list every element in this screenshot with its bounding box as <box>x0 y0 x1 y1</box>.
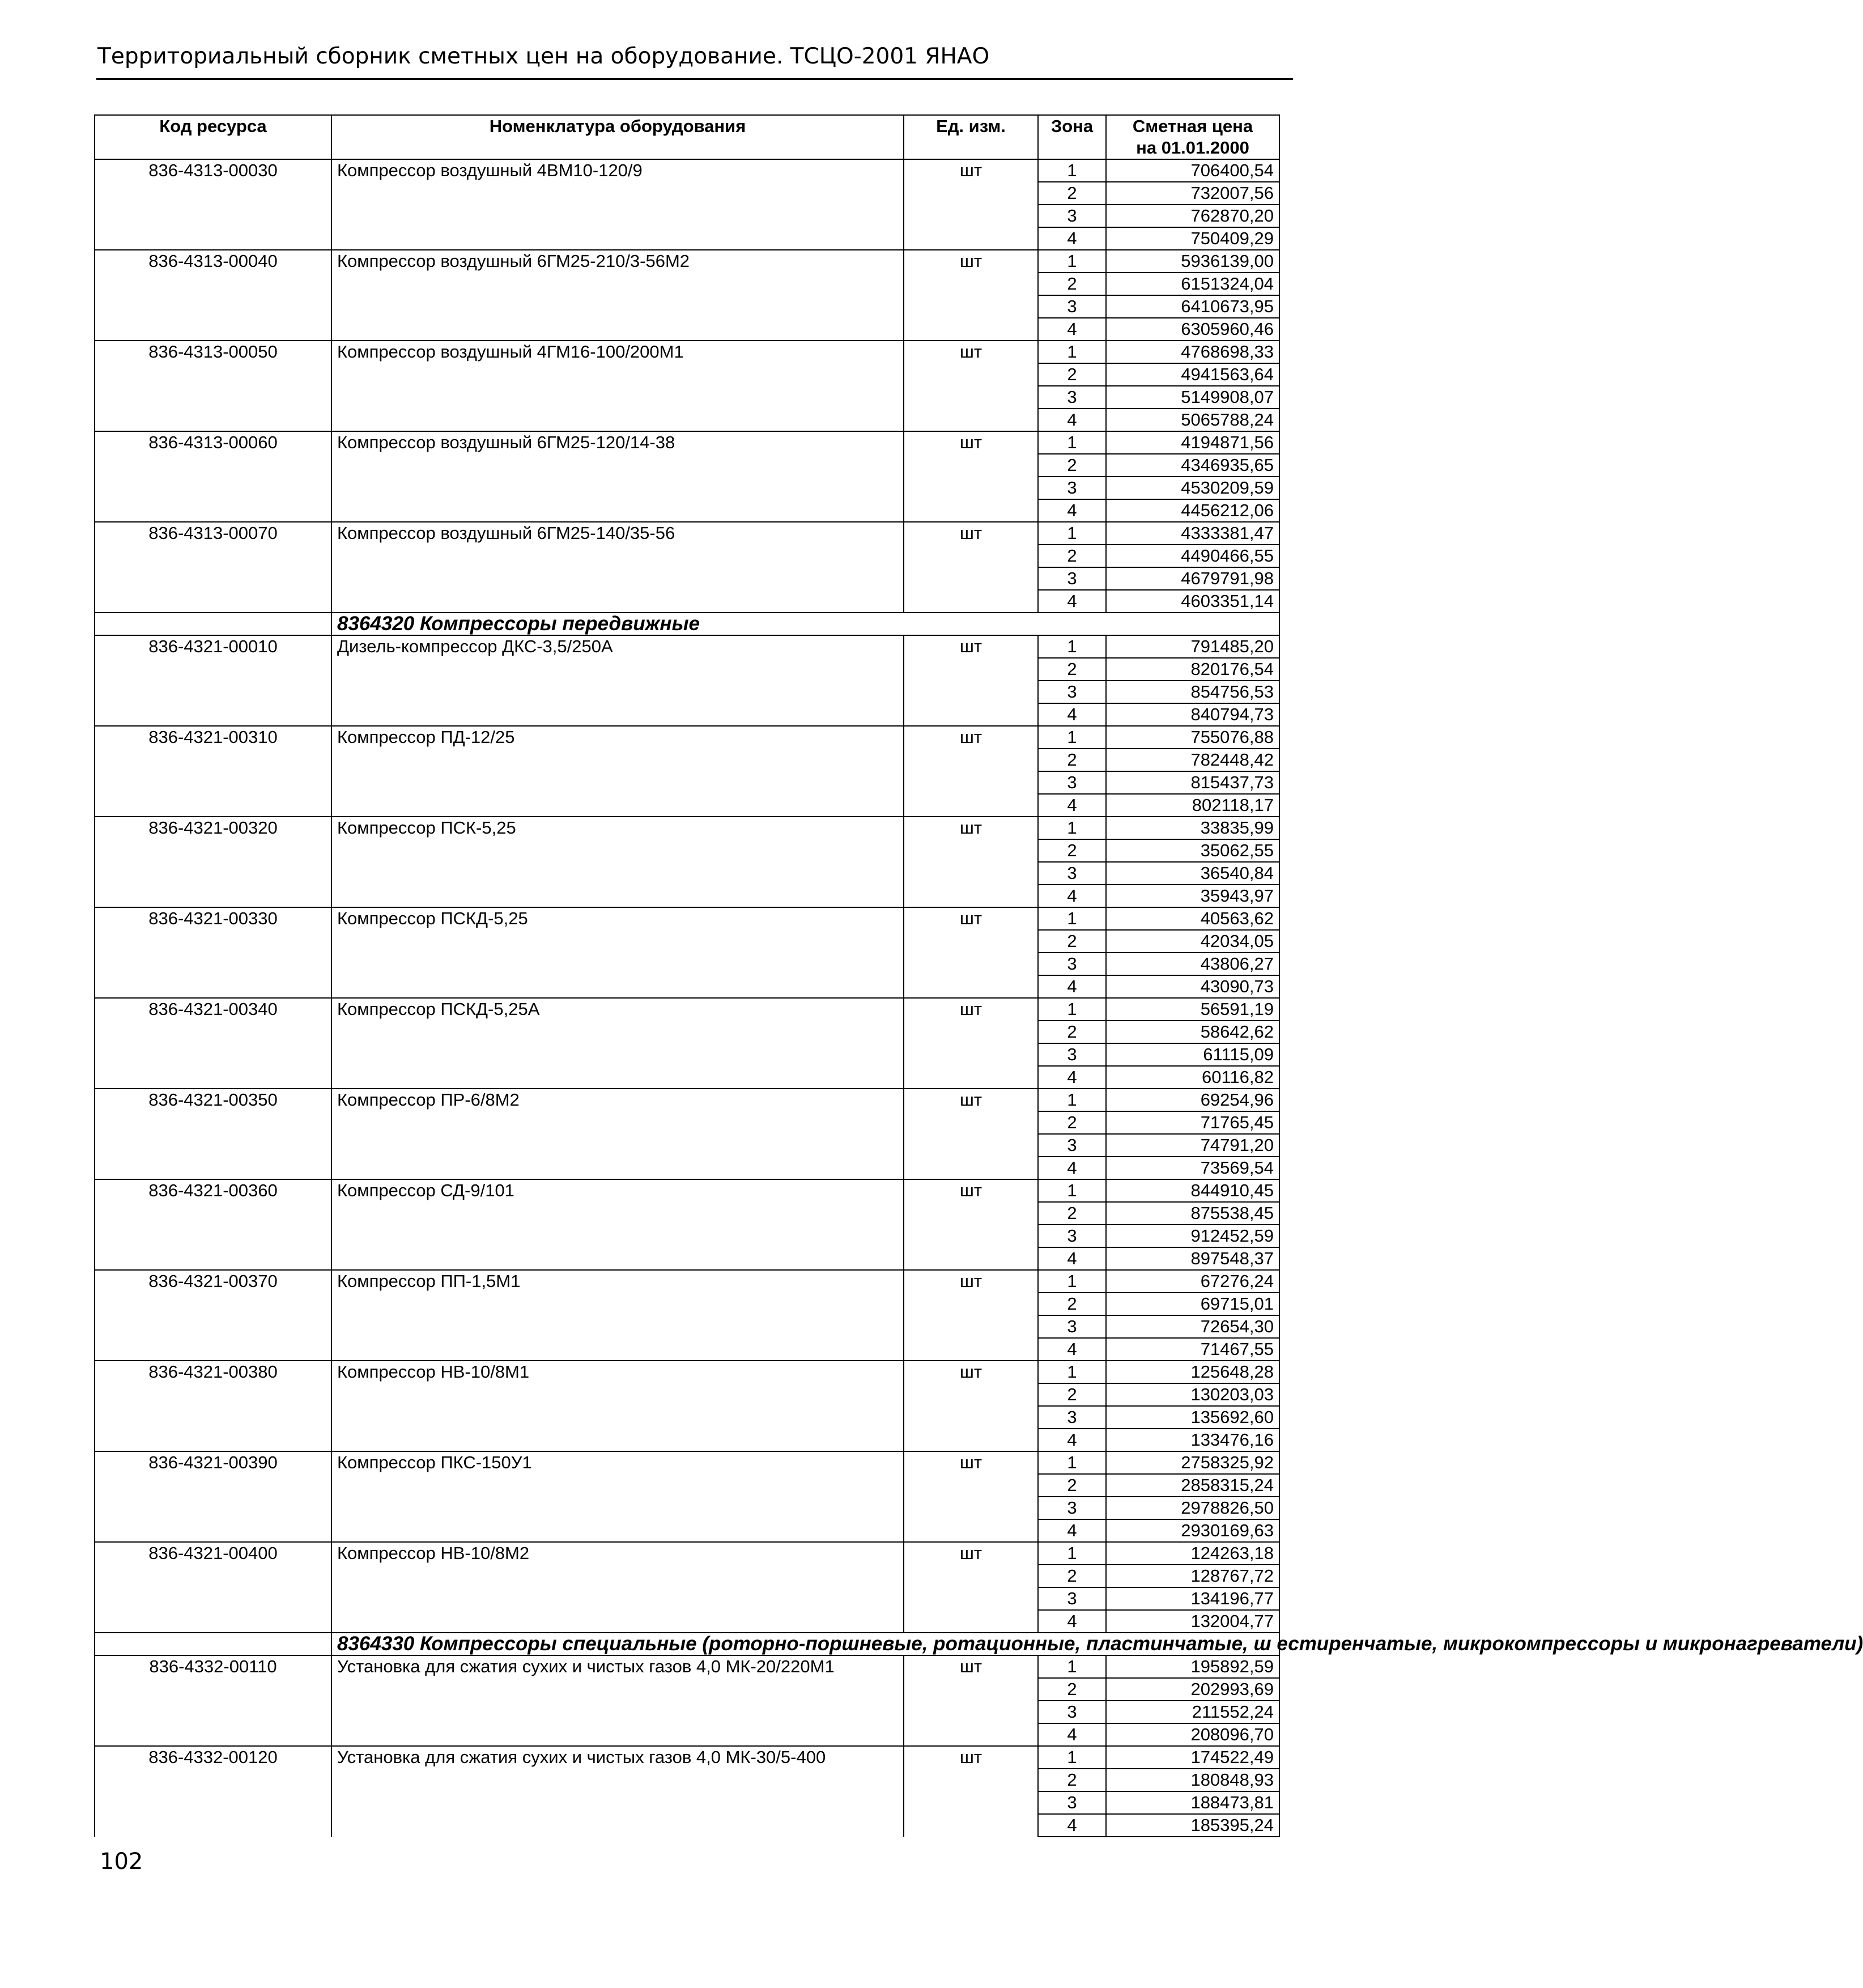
price-table <box>94 114 1863 1837</box>
estimated-price: 782448,42 <box>1106 749 1279 771</box>
zone-number: 2 <box>1038 1474 1106 1497</box>
resource-code: 836-4321-00340 <box>95 998 331 1089</box>
section-code-cell <box>95 1633 331 1655</box>
zone-number: 1 <box>1038 1655 1106 1678</box>
estimated-price: 125648,28 <box>1106 1361 1279 1383</box>
zone-number: 3 <box>1038 1043 1106 1066</box>
estimated-price: 791485,20 <box>1106 635 1279 658</box>
estimated-price: 43090,73 <box>1106 975 1279 998</box>
estimated-price: 202993,69 <box>1106 1678 1279 1701</box>
table-row <box>95 1179 1279 1202</box>
estimated-price: 133476,16 <box>1106 1429 1279 1451</box>
unit-of-measure: шт <box>904 998 1038 1089</box>
estimated-price: 60116,82 <box>1106 1066 1279 1089</box>
equipment-name: Компрессор НВ-10/8М2 <box>331 1542 904 1633</box>
estimated-price: 73569,54 <box>1106 1157 1279 1179</box>
equipment-name: Компрессор воздушный 4ВМ10-120/9 <box>331 159 904 250</box>
table-header <box>95 115 1279 159</box>
zone-number: 2 <box>1038 363 1106 386</box>
table-item <box>95 1746 1279 1837</box>
resource-code: 836-4313-00030 <box>95 159 331 250</box>
table-row <box>95 159 1279 182</box>
table-row <box>95 1542 1279 1565</box>
unit-of-measure: шт <box>904 431 1038 522</box>
zone-number: 3 <box>1038 295 1106 318</box>
unit-of-measure: шт <box>904 1361 1038 1451</box>
resource-code: 836-4313-00070 <box>95 522 331 613</box>
unit-of-measure: шт <box>904 250 1038 341</box>
estimated-price: 211552,24 <box>1106 1701 1279 1723</box>
equipment-name: Дизель-компрессор ДКС-3,5/250А <box>331 635 904 726</box>
zone-number: 2 <box>1038 182 1106 205</box>
table-row <box>95 1361 1279 1383</box>
estimated-price: 58642,62 <box>1106 1021 1279 1043</box>
estimated-price: 71467,55 <box>1106 1338 1279 1361</box>
table-item <box>95 1179 1279 1270</box>
zone-number: 2 <box>1038 454 1106 477</box>
zone-number: 4 <box>1038 1519 1106 1542</box>
estimated-price: 854756,53 <box>1106 681 1279 703</box>
unit-of-measure: шт <box>904 341 1038 431</box>
estimated-price: 840794,73 <box>1106 703 1279 726</box>
zone-number: 4 <box>1038 1429 1106 1451</box>
estimated-price: 36540,84 <box>1106 862 1279 885</box>
zone-number: 1 <box>1038 1746 1106 1769</box>
resource-code: 836-4313-00050 <box>95 341 331 431</box>
estimated-price: 61115,09 <box>1106 1043 1279 1066</box>
table-row <box>95 1451 1279 1474</box>
table-row <box>95 522 1279 545</box>
section-group <box>95 613 1279 635</box>
zone-number: 4 <box>1038 499 1106 522</box>
estimated-price: 195892,59 <box>1106 1655 1279 1678</box>
estimated-price: 2858315,24 <box>1106 1474 1279 1497</box>
section-row <box>95 1633 1279 1655</box>
table-item <box>95 250 1279 341</box>
estimated-price: 185395,24 <box>1106 1814 1279 1837</box>
table-row <box>95 907 1279 930</box>
unit-of-measure: шт <box>904 522 1038 613</box>
estimated-price: 2930169,63 <box>1106 1519 1279 1542</box>
zone-number: 1 <box>1038 817 1106 839</box>
table-row <box>95 1089 1279 1111</box>
section-title: 8364330 Компрессоры специальные (роторно-поршневые, ротационные, пластинчатые, ш естиренчатые, микрокомпрессоры и микронагреватели) <box>331 1633 1279 1655</box>
zone-number: 2 <box>1038 1678 1106 1701</box>
table-row <box>95 635 1279 658</box>
zone-number: 1 <box>1038 1179 1106 1202</box>
zone-number: 1 <box>1038 907 1106 930</box>
estimated-price: 6305960,46 <box>1106 318 1279 341</box>
zone-number: 3 <box>1038 1701 1106 1723</box>
zone-number: 1 <box>1038 1451 1106 1474</box>
zone-number: 4 <box>1038 318 1106 341</box>
zone-number: 4 <box>1038 590 1106 613</box>
table-row <box>95 998 1279 1021</box>
header-divider <box>96 78 1293 80</box>
zone-number: 2 <box>1038 273 1106 295</box>
resource-code: 836-4321-00360 <box>95 1179 331 1270</box>
table-item <box>95 817 1279 907</box>
estimated-price: 69254,96 <box>1106 1089 1279 1111</box>
estimated-price: 815437,73 <box>1106 771 1279 794</box>
estimated-price: 208096,70 <box>1106 1723 1279 1746</box>
estimated-price: 4941563,64 <box>1106 363 1279 386</box>
resource-code: 836-4321-00380 <box>95 1361 331 1451</box>
table-row <box>95 817 1279 839</box>
estimated-price: 132004,77 <box>1106 1610 1279 1633</box>
zone-number: 3 <box>1038 681 1106 703</box>
zone-number: 4 <box>1038 1338 1106 1361</box>
zone-number: 2 <box>1038 839 1106 862</box>
zone-number: 3 <box>1038 1587 1106 1610</box>
estimated-price: 5936139,00 <box>1106 250 1279 273</box>
estimated-price: 42034,05 <box>1106 930 1279 953</box>
zone-number: 1 <box>1038 1089 1106 1111</box>
column-header-code: Код ресурса <box>95 115 331 159</box>
zone-number: 4 <box>1038 409 1106 431</box>
column-header-price <box>1106 115 1279 159</box>
table-item <box>95 635 1279 726</box>
table-item <box>95 1542 1279 1633</box>
resource-code: 836-4321-00310 <box>95 726 331 817</box>
resource-code: 836-4321-00370 <box>95 1270 331 1361</box>
unit-of-measure: шт <box>904 1089 1038 1179</box>
table-item <box>95 1089 1279 1179</box>
equipment-name: Компрессор НВ-10/8М1 <box>331 1361 904 1451</box>
estimated-price: 4333381,47 <box>1106 522 1279 545</box>
zone-number: 4 <box>1038 227 1106 250</box>
zone-number: 4 <box>1038 1610 1106 1633</box>
table-item <box>95 726 1279 817</box>
zone-number: 4 <box>1038 1723 1106 1746</box>
zone-number: 4 <box>1038 1066 1106 1089</box>
table-item <box>95 1451 1279 1542</box>
estimated-price: 844910,45 <box>1106 1179 1279 1202</box>
resource-code: 836-4321-00350 <box>95 1089 331 1179</box>
estimated-price: 2758325,92 <box>1106 1451 1279 1474</box>
zone-number: 1 <box>1038 431 1106 454</box>
zone-number: 1 <box>1038 635 1106 658</box>
equipment-name: Компрессор СД-9/101 <box>331 1179 904 1270</box>
unit-of-measure: шт <box>904 1746 1038 1837</box>
zone-number: 1 <box>1038 250 1106 273</box>
zone-number: 2 <box>1038 1293 1106 1315</box>
page-number: 102 <box>100 1849 143 1875</box>
estimated-price: 732007,56 <box>1106 182 1279 205</box>
zone-number: 1 <box>1038 998 1106 1021</box>
section-group <box>95 1633 1863 1655</box>
estimated-price: 6410673,95 <box>1106 295 1279 318</box>
equipment-name: Компрессор ПР-6/8М2 <box>331 1089 904 1179</box>
estimated-price: 4530209,59 <box>1106 477 1279 499</box>
unit-of-measure: шт <box>904 1542 1038 1633</box>
zone-number: 3 <box>1038 1497 1106 1519</box>
estimated-price: 71765,45 <box>1106 1111 1279 1134</box>
estimated-price: 56591,19 <box>1106 998 1279 1021</box>
zone-number: 4 <box>1038 794 1106 817</box>
zone-number: 2 <box>1038 930 1106 953</box>
table-row <box>95 1655 1279 1678</box>
unit-of-measure: шт <box>904 635 1038 726</box>
resource-code: 836-4321-00390 <box>95 1451 331 1542</box>
zone-number: 3 <box>1038 1406 1106 1429</box>
table-item <box>95 341 1279 431</box>
estimated-price: 762870,20 <box>1106 205 1279 227</box>
estimated-price: 875538,45 <box>1106 1202 1279 1225</box>
resource-code: 836-4332-00120 <box>95 1746 331 1837</box>
estimated-price: 40563,62 <box>1106 907 1279 930</box>
table-row <box>95 431 1279 454</box>
estimated-price: 174522,49 <box>1106 1746 1279 1769</box>
estimated-price: 4194871,56 <box>1106 431 1279 454</box>
resource-code: 836-4313-00040 <box>95 250 331 341</box>
estimated-price: 820176,54 <box>1106 658 1279 681</box>
unit-of-measure: шт <box>904 1179 1038 1270</box>
zone-number: 1 <box>1038 726 1106 749</box>
zone-number: 3 <box>1038 771 1106 794</box>
table-item <box>95 1655 1279 1746</box>
zone-number: 3 <box>1038 1134 1106 1157</box>
table-row <box>95 250 1279 273</box>
equipment-name: Компрессор ПСКД-5,25 <box>331 907 904 998</box>
resource-code: 836-4321-00320 <box>95 817 331 907</box>
zone-number: 2 <box>1038 1111 1106 1134</box>
estimated-price: 2978826,50 <box>1106 1497 1279 1519</box>
estimated-price: 134196,77 <box>1106 1587 1279 1610</box>
estimated-price: 35943,97 <box>1106 885 1279 907</box>
estimated-price: 750409,29 <box>1106 227 1279 250</box>
zone-number: 2 <box>1038 1021 1106 1043</box>
estimated-price: 188473,81 <box>1106 1791 1279 1814</box>
estimated-price: 4346935,65 <box>1106 454 1279 477</box>
equipment-name: Компрессор ПД-12/25 <box>331 726 904 817</box>
zone-number: 3 <box>1038 862 1106 885</box>
equipment-name: Компрессор воздушный 6ГМ25-120/14-38 <box>331 431 904 522</box>
estimated-price: 6151324,04 <box>1106 273 1279 295</box>
table-item <box>95 159 1279 250</box>
zone-number: 2 <box>1038 1383 1106 1406</box>
column-header-price-line2: на 01.01.2000 <box>1136 138 1249 158</box>
estimated-price: 897548,37 <box>1106 1247 1279 1270</box>
table-item <box>95 907 1279 998</box>
zone-number: 4 <box>1038 1814 1106 1837</box>
equipment-name: Компрессор ПП-1,5М1 <box>331 1270 904 1361</box>
equipment-name: Компрессор воздушный 6ГМ25-210/3-56М2 <box>331 250 904 341</box>
zone-number: 4 <box>1038 703 1106 726</box>
resource-code: 836-4321-00400 <box>95 1542 331 1633</box>
estimated-price: 4768698,33 <box>1106 341 1279 363</box>
estimated-price: 130203,03 <box>1106 1383 1279 1406</box>
estimated-price: 128767,72 <box>1106 1565 1279 1587</box>
unit-of-measure: шт <box>904 726 1038 817</box>
estimated-price: 124263,18 <box>1106 1542 1279 1565</box>
unit-of-measure: шт <box>904 907 1038 998</box>
equipment-name: Компрессор ПКС-150У1 <box>331 1451 904 1542</box>
equipment-name: Компрессор ПСК-5,25 <box>331 817 904 907</box>
section-row <box>95 613 1279 635</box>
table-item <box>95 522 1279 613</box>
zone-number: 3 <box>1038 477 1106 499</box>
zone-number: 3 <box>1038 205 1106 227</box>
estimated-price: 5149908,07 <box>1106 386 1279 409</box>
zone-number: 2 <box>1038 1565 1106 1587</box>
section-title: 8364320 Компрессоры передвижные <box>331 613 1279 635</box>
zone-number: 3 <box>1038 1225 1106 1247</box>
estimated-price: 4603351,14 <box>1106 590 1279 613</box>
unit-of-measure: шт <box>904 1451 1038 1542</box>
zone-number: 3 <box>1038 953 1106 975</box>
table-item <box>95 1270 1279 1361</box>
estimated-price: 67276,24 <box>1106 1270 1279 1293</box>
unit-of-measure: шт <box>904 1655 1038 1746</box>
estimated-price: 706400,54 <box>1106 159 1279 182</box>
zone-number: 1 <box>1038 341 1106 363</box>
estimated-price: 180848,93 <box>1106 1769 1279 1791</box>
table-row <box>95 726 1279 749</box>
estimated-price: 755076,88 <box>1106 726 1279 749</box>
estimated-price: 5065788,24 <box>1106 409 1279 431</box>
zone-number: 2 <box>1038 658 1106 681</box>
zone-number: 3 <box>1038 386 1106 409</box>
equipment-name: Компрессор воздушный 6ГМ25-140/35-56 <box>331 522 904 613</box>
unit-of-measure: шт <box>904 817 1038 907</box>
estimated-price: 912452,59 <box>1106 1225 1279 1247</box>
estimated-price: 74791,20 <box>1106 1134 1279 1157</box>
section-code-cell <box>95 613 331 635</box>
table-item <box>95 998 1279 1089</box>
column-header-unit: Ед. изм. <box>904 115 1038 159</box>
estimated-price: 4490466,55 <box>1106 545 1279 567</box>
zone-number: 3 <box>1038 1315 1106 1338</box>
zone-number: 1 <box>1038 1542 1106 1565</box>
equipment-name: Компрессор воздушный 4ГМ16-100/200М1 <box>331 341 904 431</box>
zone-number: 4 <box>1038 885 1106 907</box>
column-header-zone: Зона <box>1038 115 1106 159</box>
equipment-name: Компрессор ПСКД-5,25А <box>331 998 904 1089</box>
table-row <box>95 1746 1279 1769</box>
zone-number: 2 <box>1038 545 1106 567</box>
zone-number: 3 <box>1038 567 1106 590</box>
estimated-price: 43806,27 <box>1106 953 1279 975</box>
estimated-price: 33835,99 <box>1106 817 1279 839</box>
zone-number: 4 <box>1038 1157 1106 1179</box>
estimated-price: 72654,30 <box>1106 1315 1279 1338</box>
estimated-price: 802118,17 <box>1106 794 1279 817</box>
equipment-name: Установка для сжатия сухих и чистых газов 4,0 МК-30/5-400 <box>331 1746 904 1837</box>
page-header-title: Территориальный сборник сметных цен на оборудование. ТСЦО-2001 ЯНАО <box>97 44 990 69</box>
zone-number: 4 <box>1038 1247 1106 1270</box>
unit-of-measure: шт <box>904 159 1038 250</box>
estimated-price: 35062,55 <box>1106 839 1279 862</box>
zone-number: 2 <box>1038 1202 1106 1225</box>
zone-number: 3 <box>1038 1791 1106 1814</box>
resource-code: 836-4332-00110 <box>95 1655 331 1746</box>
resource-code: 836-4313-00060 <box>95 431 331 522</box>
table-row <box>95 341 1279 363</box>
zone-number: 1 <box>1038 1270 1106 1293</box>
table-row <box>95 1270 1279 1293</box>
resource-code: 836-4321-00010 <box>95 635 331 726</box>
zone-number: 2 <box>1038 749 1106 771</box>
unit-of-measure: шт <box>904 1270 1038 1361</box>
resource-code: 836-4321-00330 <box>95 907 331 998</box>
column-header-price-line1: Сметная цена <box>1132 116 1253 136</box>
estimated-price: 4679791,98 <box>1106 567 1279 590</box>
zone-number: 2 <box>1038 1769 1106 1791</box>
zone-number: 4 <box>1038 975 1106 998</box>
zone-number: 1 <box>1038 1361 1106 1383</box>
equipment-name: Установка для сжатия сухих и чистых газов 4,0 МК-20/220М1 <box>331 1655 904 1746</box>
estimated-price: 4456212,06 <box>1106 499 1279 522</box>
estimated-price: 69715,01 <box>1106 1293 1279 1315</box>
column-header-name: Номенклатура оборудования <box>331 115 904 159</box>
table-item <box>95 1361 1279 1451</box>
zone-number: 1 <box>1038 522 1106 545</box>
table-item <box>95 431 1279 522</box>
zone-number: 1 <box>1038 159 1106 182</box>
estimated-price: 135692,60 <box>1106 1406 1279 1429</box>
